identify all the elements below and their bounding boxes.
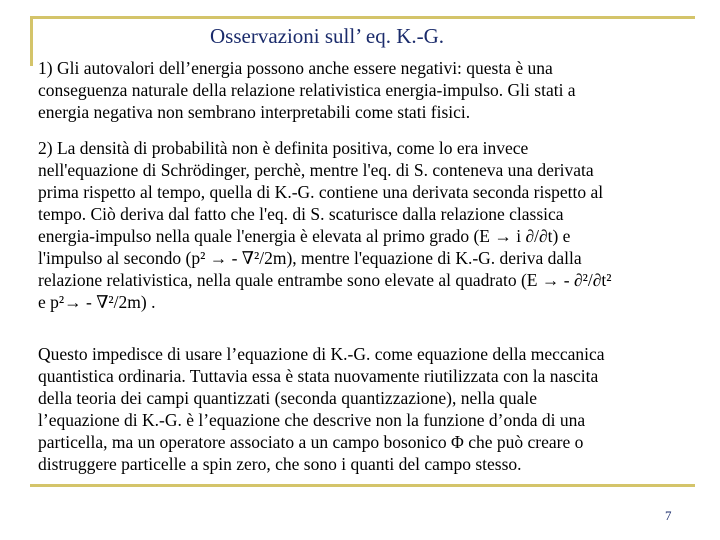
paragraph-line: conseguenza naturale della relazione relativistica energia-impulso. Gli stati a: [38, 80, 576, 100]
paragraph-line: 1) Gli autovalori dell’energia possono anche essere negativi: questa è una: [38, 58, 553, 78]
paragraph-line: energia negativa non sembrano interpretabili come stati fisici.: [38, 102, 471, 122]
paragraph-line: quantistica ordinaria. Tuttavia essa è stata nuovamente riutilizzata con la nascita: [38, 366, 599, 386]
paragraph-probability-density: [38, 137, 698, 313]
paragraph-line: energia-impulso nella quale l'energia è elevata al primo grado (E → i ∂/∂t) e: [38, 226, 571, 246]
accent-bar-bottom: [30, 484, 695, 487]
paragraph-second-quantization: [38, 343, 698, 475]
paragraph-line: nell'equazione di Schrödinger, perchè, mentre l'eq. di S. conteneva una derivata: [38, 160, 594, 180]
paragraph-negative-energy: [38, 57, 698, 123]
paragraph-line: tempo. Ciò deriva dal fatto che l'eq. di S. scaturisce dalla relazione classica: [38, 204, 564, 224]
accent-bar-top: [30, 16, 695, 19]
paragraph-line: l'impulso al secondo (p² → - ∇²/2m), mentre l'equazione di K.-G. deriva dalla: [38, 248, 582, 268]
accent-bar-left: [30, 16, 33, 66]
page-number: 7: [665, 508, 672, 523]
paragraph-line: Questo impedisce di usare l’equazione di K.-G. come equazione della meccanica: [38, 344, 605, 364]
paragraph-line: relazione relativistica, nella quale entrambe sono elevate al quadrato (E → - ∂²/∂t²: [38, 270, 612, 290]
paragraph-line: distruggere particelle a spin zero, che sono i quanti del campo stesso.: [38, 454, 522, 474]
paragraph-line: della teoria dei campi quantizzati (seconda quantizzazione), nella quale: [38, 388, 537, 408]
slide-title: Osservazioni sull’ eq. K.-G.: [210, 24, 445, 48]
paragraph-line: l’equazione di K.-G. è l’equazione che descrive non la funzione d’onda di una: [38, 410, 586, 430]
paragraph-line: e p²→ - ∇²/2m) .: [38, 292, 156, 312]
paragraph-line: 2) La densità di probabilità non è definita positiva, come lo era invece: [38, 138, 529, 158]
paragraph-line: particella, ma un operatore associato a un campo bosonico Φ che può creare o: [38, 432, 584, 452]
paragraph-line: prima rispetto al tempo, quella di K.-G. contiene una derivata seconda rispetto al: [38, 182, 604, 202]
